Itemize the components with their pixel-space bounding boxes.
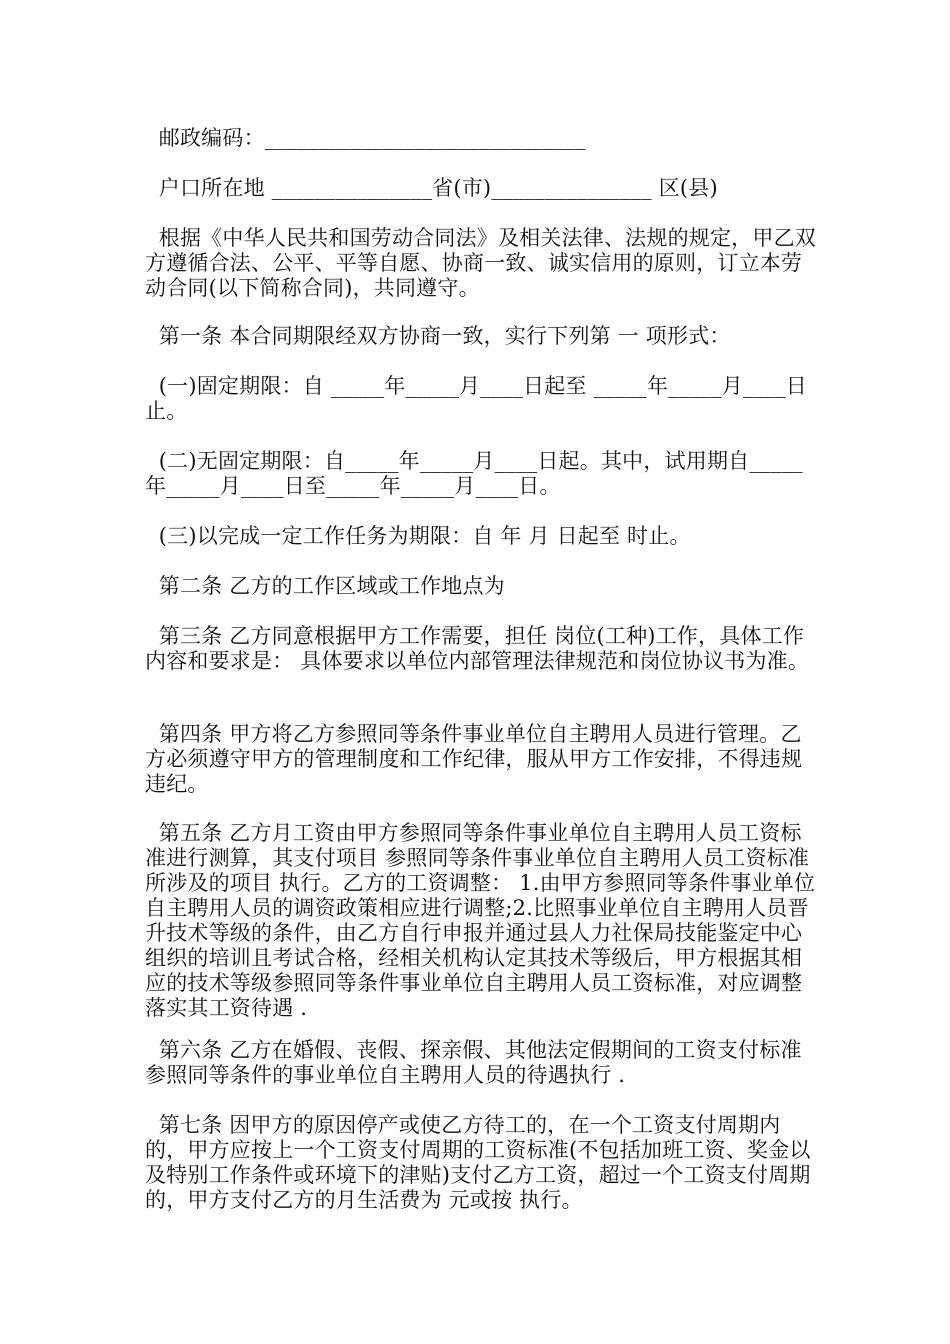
open-term-clause: (二)无固定期限：自_____年_____月____日起。其中，试用期自_____年_____月____日至_____年_____月____日。 <box>145 449 803 498</box>
task-term-clause: (三)以完成一定工作任务为期限：自 年 月 日起至 时止。 <box>145 524 691 548</box>
hukou-line: 户口所在地 _______________省(市)_______________ 区(县) <box>145 176 718 200</box>
article-5: 第五条 乙方月工资由甲方参照同等条件事业单位自主聘用人员工资标准进行测算，其支付项目 参照同等条件事业单位自主聘用人员工资标准所涉及的项目 执行。乙方的工资调整： 1.由甲方参照同等条件事业单位自主聘用人员的调资政策相应进行调整;2.比照事业单位自主聘用人员晋升技术等级的条件，由乙方自行申报并通过县人力社保局技能鉴定中心组织的培训且考试合格，经相关机构认定其技术等级后，甲方根据其相应的技术等级参照同等条件事业单位自主聘用人员工资标准，对应调整落实其工资待遇 . <box>145 821 816 1020</box>
article-7: 第七条 因甲方的原因停产或使乙方待工的，在一个工资支付周期内的，甲方应按上一个工资支付周期的工资标准(不包括加班工资、奖金以及特别工作条件或环境下的津贴)支付乙方工资，超过一个工资支付周期的，甲方支付乙方的月生活费为 元或按 执行。 <box>145 1113 811 1212</box>
postal-code-line: 邮政编码：______________________________ <box>145 126 586 150</box>
fixed-term-clause: (一)固定期限：自 _____年_____月____日起至 _____年_____月____日止。 <box>145 374 807 423</box>
article-2: 第二条 乙方的工作区域或工作地点为 <box>145 574 505 598</box>
article-6: 第六条 乙方在婚假、丧假、探亲假、其他法定假期间的工资支付标准 参照同等条件的事业单位自主聘用人员的待遇执行 . <box>145 1038 809 1087</box>
intro-paragraph: 根据《中华人民共和国劳动合同法》及相关法律、法规的规定，甲乙双方遵循合法、公平、平等自愿、协商一致、诚实信用的原则，订立本劳动合同(以下简称合同)，共同遵守。 <box>145 226 816 300</box>
article-4: 第四条 甲方将乙方参照同等条件事业单位自主聘用人员进行管理。乙方必须遵守甲方的管理制度和工作纪律，服从甲方工作安排，不得违规违纪。 <box>145 722 803 796</box>
article-3: 第三条 乙方同意根据甲方工作需要，担任 岗位(工种)工作，具体工作内容和要求是： 具体要求以单位内部管理法律规范和岗位协议书为准。 <box>145 624 810 673</box>
article-1: 第一条 本合同期限经双方协商一致，实行下列第 一 项形式： <box>145 324 731 348</box>
